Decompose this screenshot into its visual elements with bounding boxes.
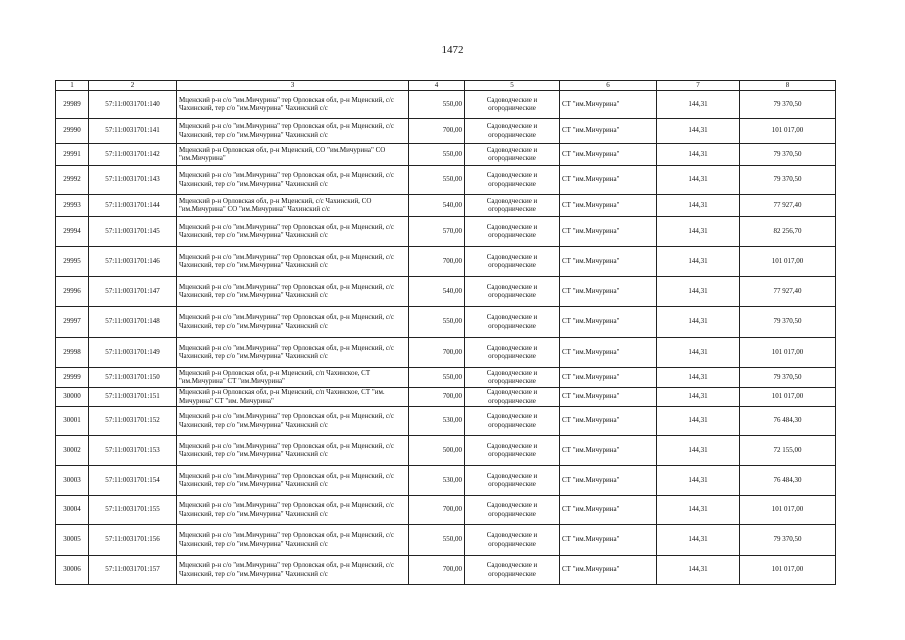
address-cell: Мценский р-н с/о "им.Мичурина" тер Орловская обл, р-н Мценский, с/с Чахинский, тер с/о "им.Мичурина" Чахинский с/с	[177, 118, 409, 143]
cadastral-number-cell: 57:11:0031701:143	[89, 165, 177, 194]
address-cell: Мценский р-н с/о "им.Мичурина" тер Орловская обл, р-н Мценский, с/с Чахинский, тер с/о "им.Мичурина" Чахинский с/с	[177, 435, 409, 465]
column-header: 6	[560, 81, 657, 91]
row-number-cell: 29999	[56, 367, 89, 387]
area-cell: 700,00	[409, 387, 465, 406]
organization-cell: СТ "им.Мичурина"	[560, 276, 657, 306]
table-row	[56, 143, 836, 165]
row-number-cell: 30002	[56, 435, 89, 465]
organization-cell: СТ "им.Мичурина"	[560, 216, 657, 246]
row-number-cell: 29993	[56, 194, 89, 216]
table-row	[56, 194, 836, 216]
cadastral-number-cell: 57:11:0031701:155	[89, 495, 177, 524]
address-cell: Мценский р-н с/о "им.Мичурина" тер Орловская обл, р-н Мценский, с/с Чахинский, тер с/о "им.Мичурина" Чахинский с/с	[177, 216, 409, 246]
column-header: 7	[657, 81, 740, 91]
rate-cell: 144,31	[657, 387, 740, 406]
organization-cell: СТ "им.Мичурина"	[560, 465, 657, 495]
cadastral-value-cell: 79 370,50	[740, 143, 836, 165]
row-number-cell: 30003	[56, 465, 89, 495]
organization-cell: СТ "им.Мичурина"	[560, 143, 657, 165]
rate-cell: 144,31	[657, 337, 740, 367]
land-use-cell: Садоводческие и огороднические	[465, 337, 560, 367]
column-header: 5	[465, 81, 560, 91]
column-header: 2	[89, 81, 177, 91]
rate-cell: 144,31	[657, 216, 740, 246]
rate-cell: 144,31	[657, 435, 740, 465]
cadastral-value-cell: 79 370,50	[740, 306, 836, 337]
land-use-cell: Садоводческие и огороднические	[465, 367, 560, 387]
cadastral-value-cell: 101 017,00	[740, 337, 836, 367]
land-use-cell: Садоводческие и огороднические	[465, 406, 560, 435]
row-number-cell: 30006	[56, 555, 89, 584]
rate-cell: 144,31	[657, 555, 740, 584]
organization-cell: СТ "им.Мичурина"	[560, 306, 657, 337]
cadastral-value-cell: 72 155,00	[740, 435, 836, 465]
rate-cell: 144,31	[657, 465, 740, 495]
land-use-cell: Садоводческие и огороднические	[465, 306, 560, 337]
cadastral-value-cell: 79 370,50	[740, 524, 836, 555]
area-cell: 570,00	[409, 216, 465, 246]
address-cell: Мценский р-н с/о "им.Мичурина" тер Орловская обл, р-н Мценский, с/с Чахинский, тер с/о "им.Мичурина" Чахинский с/с	[177, 337, 409, 367]
table-row	[56, 367, 836, 387]
organization-cell: СТ "им.Мичурина"	[560, 246, 657, 276]
cadastral-number-cell: 57:11:0031701:142	[89, 143, 177, 165]
cadastral-value-cell: 101 017,00	[740, 387, 836, 406]
cadastral-number-cell: 57:11:0031701:145	[89, 216, 177, 246]
rate-cell: 144,31	[657, 306, 740, 337]
column-header: 3	[177, 81, 409, 91]
address-cell: Мценский р-н Орловская обл, р-н Мценский, с/п Чахинское, СТ "им.Мичурина" СТ "им.Мичурина"	[177, 367, 409, 387]
address-cell: Мценский р-н с/о "им.Мичурина" тер Орловская обл, р-н Мценский, с/с Чахинский, тер с/о "им.Мичурина" Чахинский с/с	[177, 465, 409, 495]
address-cell: Мценский р-н с/о "им.Мичурина" тер Орловская обл, р-н Мценский, с/с Чахинский, тер с/о "им.Мичурина" Чахинский с/с	[177, 524, 409, 555]
cadastral-number-cell: 57:11:0031701:141	[89, 118, 177, 143]
column-header: 4	[409, 81, 465, 91]
organization-cell: СТ "им.Мичурина"	[560, 555, 657, 584]
organization-cell: СТ "им.Мичурина"	[560, 337, 657, 367]
organization-cell: СТ "им.Мичурина"	[560, 387, 657, 406]
page-number: 1472	[441, 44, 464, 56]
area-cell: 550,00	[409, 524, 465, 555]
area-cell: 700,00	[409, 555, 465, 584]
row-number-cell: 29995	[56, 246, 89, 276]
table-row	[56, 555, 836, 584]
land-use-cell: Садоводческие и огороднические	[465, 495, 560, 524]
cadastral-value-cell: 101 017,00	[740, 118, 836, 143]
organization-cell: СТ "им.Мичурина"	[560, 367, 657, 387]
cadastral-value-cell: 79 370,50	[740, 165, 836, 194]
column-header: 1	[56, 81, 89, 91]
area-cell: 530,00	[409, 465, 465, 495]
land-registry-table	[55, 80, 836, 585]
rate-cell: 144,31	[657, 194, 740, 216]
row-number-cell: 29998	[56, 337, 89, 367]
row-number-cell: 29996	[56, 276, 89, 306]
table-row	[56, 118, 836, 143]
rate-cell: 144,31	[657, 90, 740, 118]
cadastral-value-cell: 76 484,30	[740, 406, 836, 435]
cadastral-number-cell: 57:11:0031701:146	[89, 246, 177, 276]
area-cell: 550,00	[409, 90, 465, 118]
cadastral-number-cell: 57:11:0031701:151	[89, 387, 177, 406]
cadastral-number-cell: 57:11:0031701:156	[89, 524, 177, 555]
land-use-cell: Садоводческие и огороднические	[465, 435, 560, 465]
area-cell: 700,00	[409, 118, 465, 143]
cadastral-number-cell: 57:11:0031701:157	[89, 555, 177, 584]
table-row	[56, 435, 836, 465]
cadastral-number-cell: 57:11:0031701:147	[89, 276, 177, 306]
area-cell: 540,00	[409, 276, 465, 306]
land-use-cell: Садоводческие и огороднические	[465, 194, 560, 216]
table-row	[56, 465, 836, 495]
address-cell: Мценский р-н Орловская обл, р-н Мценский, с/п Чахинское, СТ "им. Мичурина" СТ "им. Мичурина"	[177, 387, 409, 406]
row-number-cell: 29992	[56, 165, 89, 194]
area-cell: 530,00	[409, 406, 465, 435]
organization-cell: СТ "им.Мичурина"	[560, 194, 657, 216]
cadastral-value-cell: 79 370,50	[740, 367, 836, 387]
address-cell: Мценский р-н с/о "им.Мичурина" тер Орловская обл, р-н Мценский, с/с Чахинский, тер с/о "им.Мичурина" Чахинский с/с	[177, 90, 409, 118]
rate-cell: 144,31	[657, 118, 740, 143]
organization-cell: СТ "им.Мичурина"	[560, 165, 657, 194]
address-cell: Мценский р-н с/о "им.Мичурина" тер Орловская обл, р-н Мценский, с/с Чахинский, тер с/о "им.Мичурина" Чахинский с/с	[177, 406, 409, 435]
table-row	[56, 246, 836, 276]
row-number-cell: 29990	[56, 118, 89, 143]
land-use-cell: Садоводческие и огороднические	[465, 524, 560, 555]
land-use-cell: Садоводческие и огороднические	[465, 555, 560, 584]
land-use-cell: Садоводческие и огороднические	[465, 216, 560, 246]
row-number-cell: 29989	[56, 90, 89, 118]
organization-cell: СТ "им.Мичурина"	[560, 406, 657, 435]
table-row	[56, 165, 836, 194]
cadastral-value-cell: 101 017,00	[740, 555, 836, 584]
address-cell: Мценский р-н с/о "им.Мичурина" тер Орловская обл, р-н Мценский, с/с Чахинский, тер с/о "им.Мичурина" Чахинский с/с	[177, 165, 409, 194]
land-use-cell: Садоводческие и огороднические	[465, 118, 560, 143]
cadastral-number-cell: 57:11:0031701:148	[89, 306, 177, 337]
row-number-cell: 30005	[56, 524, 89, 555]
organization-cell: СТ "им.Мичурина"	[560, 524, 657, 555]
table-row	[56, 387, 836, 406]
area-cell: 500,00	[409, 435, 465, 465]
cadastral-value-cell: 77 927,40	[740, 276, 836, 306]
table-row	[56, 306, 836, 337]
rate-cell: 144,31	[657, 276, 740, 306]
table-row	[56, 337, 836, 367]
cadastral-number-cell: 57:11:0031701:140	[89, 90, 177, 118]
rate-cell: 144,31	[657, 246, 740, 276]
table-row	[56, 276, 836, 306]
rate-cell: 144,31	[657, 367, 740, 387]
cadastral-number-cell: 57:11:0031701:153	[89, 435, 177, 465]
row-number-cell: 30004	[56, 495, 89, 524]
row-number-cell: 30001	[56, 406, 89, 435]
row-number-cell: 29997	[56, 306, 89, 337]
area-cell: 550,00	[409, 367, 465, 387]
table-row	[56, 90, 836, 118]
address-cell: Мценский р-н Орловская обл, р-н Мценский, с/с Чахинский, СО "им.Мичурина" СО "им.Мичурина" Чахинский с/с	[177, 194, 409, 216]
cadastral-number-cell: 57:11:0031701:152	[89, 406, 177, 435]
cadastral-number-cell: 57:11:0031701:144	[89, 194, 177, 216]
area-cell: 550,00	[409, 306, 465, 337]
organization-cell: СТ "им.Мичурина"	[560, 118, 657, 143]
table-row	[56, 524, 836, 555]
row-number-cell: 30000	[56, 387, 89, 406]
cadastral-value-cell: 76 484,30	[740, 465, 836, 495]
address-cell: Мценский р-н с/о "им.Мичурина" тер Орловская обл, р-н Мценский, с/с Чахинский, тер с/о "им.Мичурина" Чахинский с/с	[177, 246, 409, 276]
rate-cell: 144,31	[657, 406, 740, 435]
rate-cell: 144,31	[657, 495, 740, 524]
cadastral-number-cell: 57:11:0031701:154	[89, 465, 177, 495]
address-cell: Мценский р-н с/о "им.Мичурина" тер Орловская обл, р-н Мценский, с/с Чахинский, тер с/о "им.Мичурина" Чахинский с/с	[177, 306, 409, 337]
area-cell: 700,00	[409, 337, 465, 367]
row-number-cell: 29994	[56, 216, 89, 246]
table-row	[56, 495, 836, 524]
cadastral-value-cell: 101 017,00	[740, 246, 836, 276]
land-use-cell: Садоводческие и огороднические	[465, 276, 560, 306]
land-use-cell: Садоводческие и огороднические	[465, 90, 560, 118]
row-number-cell: 29991	[56, 143, 89, 165]
cadastral-value-cell: 77 927,40	[740, 194, 836, 216]
organization-cell: СТ "им.Мичурина"	[560, 90, 657, 118]
address-cell: Мценский р-н с/о "им.Мичурина" тер Орловская обл, р-н Мценский, с/с Чахинский, тер с/о "им.Мичурина" Чахинский с/с	[177, 495, 409, 524]
area-cell: 540,00	[409, 194, 465, 216]
cadastral-number-cell: 57:11:0031701:149	[89, 337, 177, 367]
land-use-cell: Садоводческие и огороднические	[465, 465, 560, 495]
area-cell: 700,00	[409, 246, 465, 276]
table-row	[56, 406, 836, 435]
header-row	[56, 81, 836, 91]
land-use-cell: Садоводческие и огороднические	[465, 246, 560, 276]
address-cell: Мценский р-н с/о "им.Мичурина" тер Орловская обл, р-н Мценский, с/с Чахинский, тер с/о "им.Мичурина" Чахинский с/с	[177, 555, 409, 584]
cadastral-number-cell: 57:11:0031701:150	[89, 367, 177, 387]
organization-cell: СТ "им.Мичурина"	[560, 495, 657, 524]
land-use-cell: Садоводческие и огороднические	[465, 143, 560, 165]
cadastral-value-cell: 101 017,00	[740, 495, 836, 524]
cadastral-value-cell: 79 370,50	[740, 90, 836, 118]
organization-cell: СТ "им.Мичурина"	[560, 435, 657, 465]
table-row	[56, 216, 836, 246]
land-use-cell: Садоводческие и огороднические	[465, 387, 560, 406]
column-header: 8	[740, 81, 836, 91]
rate-cell: 144,31	[657, 524, 740, 555]
land-use-cell: Садоводческие и огороднические	[465, 165, 560, 194]
rate-cell: 144,31	[657, 143, 740, 165]
area-cell: 550,00	[409, 165, 465, 194]
address-cell: Мценский р-н с/о "им.Мичурина" тер Орловская обл, р-н Мценский, с/с Чахинский, тер с/о "им.Мичурина" Чахинский с/с	[177, 276, 409, 306]
address-cell: Мценский р-н Орловская обл, р-н Мценский, СО "им.Мичурина" СО "им.Мичурина"	[177, 143, 409, 165]
area-cell: 550,00	[409, 143, 465, 165]
area-cell: 700,00	[409, 495, 465, 524]
cadastral-value-cell: 82 256,70	[740, 216, 836, 246]
rate-cell: 144,31	[657, 165, 740, 194]
